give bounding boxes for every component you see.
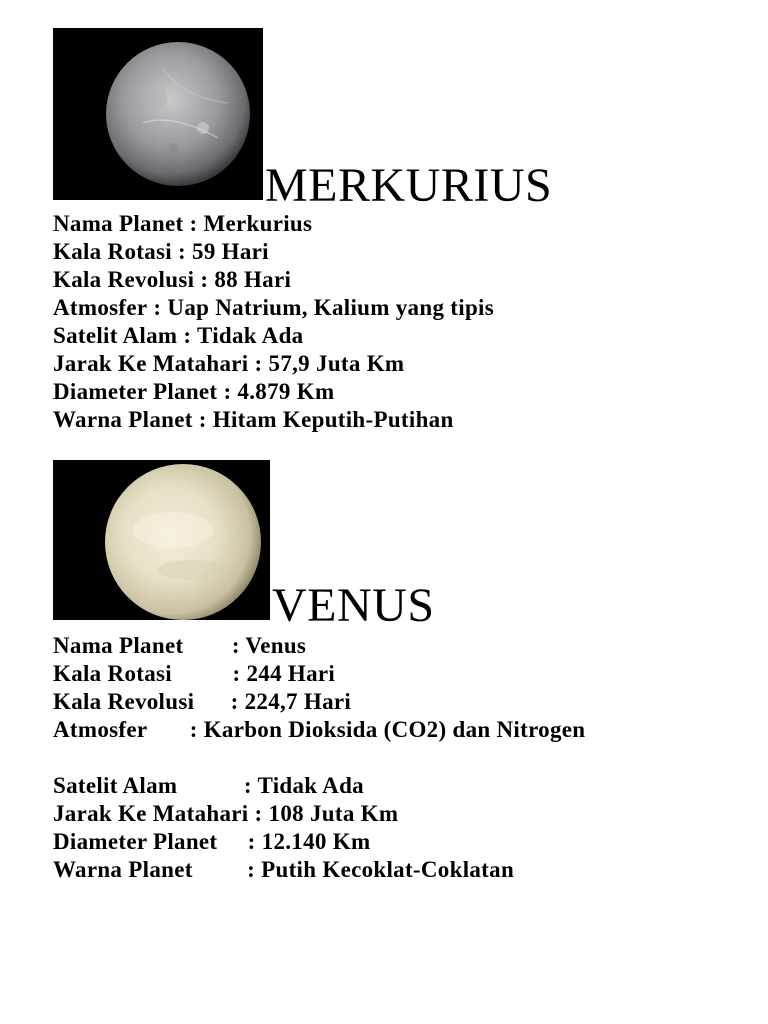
fact-value: Uap Natrium, Kalium yang tipis [167, 295, 494, 320]
fact-separator: : [177, 773, 258, 798]
fact-label: Jarak Ke Matahari [53, 801, 249, 826]
fact-row [53, 632, 653, 660]
fact-value: 12.140 Km [261, 829, 371, 854]
fact-label: Kala Revolusi [53, 689, 195, 714]
fact-label: Atmosfer [53, 717, 148, 742]
fact-value: 244 Hari [246, 661, 336, 686]
fact-separator: : [248, 351, 269, 376]
planet-title: MERKURIUS [265, 159, 553, 212]
fact-separator: : [171, 661, 247, 686]
fact-separator: : [194, 689, 245, 714]
fact-row [53, 660, 653, 688]
fact-row [53, 828, 653, 856]
fact-separator: : [248, 801, 269, 826]
fact-value: Tidak Ada [197, 323, 304, 348]
fact-label: Satelit Alam [53, 323, 178, 348]
fact-separator: : [192, 407, 213, 432]
fact-value: 224,7 Hari [244, 689, 352, 714]
fact-row [53, 350, 494, 378]
fact-value: 59 Hari [192, 239, 269, 264]
fact-label: Kala Rotasi [53, 239, 172, 264]
fact-row [53, 210, 494, 238]
fact-row [53, 238, 494, 266]
fact-separator: : [147, 717, 204, 742]
fact-value: 57,9 Juta Km [268, 351, 405, 376]
venus-image [53, 460, 270, 620]
fact-label: Kala Revolusi [53, 267, 195, 292]
fact-label: Jarak Ke Matahari [53, 351, 249, 376]
fact-value: 4.879 Km [237, 379, 335, 404]
fact-label: Diameter Planet [53, 829, 218, 854]
planet-facts-list [53, 210, 494, 434]
fact-row [53, 772, 653, 800]
fact-label: Warna Planet [53, 857, 193, 882]
fact-label: Satelit Alam [53, 773, 178, 798]
fact-separator: : [183, 633, 246, 658]
fact-separator: : [217, 379, 238, 404]
fact-value: 88 Hari [214, 267, 292, 292]
fact-value: Karbon Dioksida (CO2) dan Nitrogen [203, 717, 586, 742]
fact-row [53, 266, 494, 294]
planet-title: VENUS [272, 579, 435, 632]
fact-separator: : [194, 267, 215, 292]
fact-row [53, 294, 494, 322]
fact-label: Atmosfer [53, 295, 148, 320]
fact-row [53, 322, 494, 350]
fact-value: Tidak Ada [257, 773, 364, 798]
fact-value: 108 Juta Km [268, 801, 399, 826]
fact-separator: : [183, 211, 204, 236]
fact-separator: : [177, 323, 197, 348]
fact-label: Warna Planet [53, 407, 193, 432]
fact-label: Nama Planet [53, 211, 184, 236]
fact-label: Diameter Planet [53, 379, 218, 404]
fact-value: Putih Kecoklat-Coklatan [261, 857, 515, 882]
fact-value: Merkurius [203, 211, 313, 236]
fact-separator: : [171, 239, 193, 264]
fact-separator: : [147, 295, 168, 320]
mercury-image [53, 28, 263, 200]
fact-label: Nama Planet [53, 633, 184, 658]
fact-row [53, 378, 494, 406]
fact-separator: : [192, 857, 262, 882]
fact-value: Hitam Keputih-Putihan [212, 407, 454, 432]
fact-label: Kala Rotasi [53, 661, 172, 686]
fact-row [53, 716, 653, 772]
fact-row [53, 800, 653, 828]
planet-facts-list [53, 632, 653, 884]
fact-row [53, 856, 653, 884]
fact-row [53, 688, 653, 716]
fact-separator: : [217, 829, 262, 854]
fact-value: Venus [245, 633, 307, 658]
fact-row [53, 406, 494, 434]
